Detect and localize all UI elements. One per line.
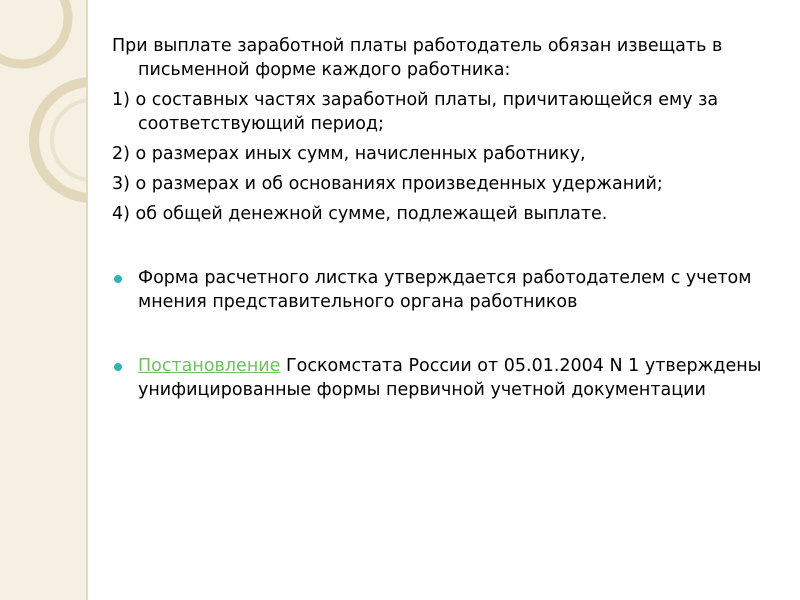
decorative-rings-icon bbox=[0, 0, 88, 600]
inner-ring-icon bbox=[52, 100, 88, 180]
list-item-2: 2) о размерах иных сумм, начисленных работнику, bbox=[112, 144, 586, 164]
bullet-resolution bbox=[112, 354, 777, 402]
bullet-payslip-form bbox=[112, 266, 777, 314]
bullet-payslip-text: Форма расчетного листка утверждается работодателем с учетом мнения представительного органа работников bbox=[138, 268, 752, 312]
resolution-link[interactable]: Постановление bbox=[138, 356, 281, 376]
decorative-side-panel bbox=[0, 0, 88, 600]
list-item-4: 4) об общей денежной сумме, подлежащей выплате. bbox=[112, 204, 608, 224]
bullet-resolution-text: Госкомстата России от 05.01.2004 N 1 утверждены унифицированные формы первичной учетной документации bbox=[138, 356, 762, 400]
slide-content bbox=[112, 34, 777, 402]
middle-ring-icon bbox=[34, 82, 88, 198]
intro-paragraph: При выплате заработной платы работодатель обязан извещать в письменной форме каждого работника: bbox=[112, 36, 723, 80]
top-ring-icon bbox=[0, 0, 68, 64]
bullet-dot-icon bbox=[114, 363, 122, 371]
bullet-dot-icon bbox=[114, 275, 122, 283]
list-item-3: 3) о размерах и об основаниях произведенных удержаний; bbox=[112, 174, 663, 194]
list-item-1: 1) о составных частях заработной платы, причитающейся ему за соответствующий период; bbox=[112, 90, 719, 134]
